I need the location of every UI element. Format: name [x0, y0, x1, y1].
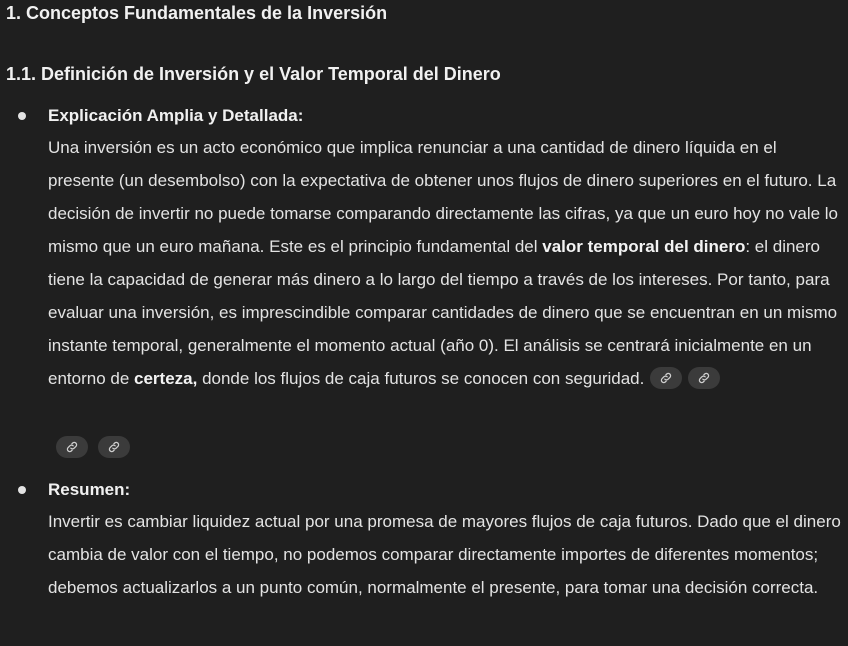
source-link-chip[interactable]	[650, 367, 682, 389]
link-icon	[697, 371, 711, 385]
text-segment: Una inversión es un acto económico que implica renunciar a una cantidad de dinero líquida en el presente (un desembolso) con la expectativa de obtener unos flujos de dinero superiores en el futuro. La decisión de invertir no puede tomarse comparando directamente las cifras, ya que un euro hoy no vale lo mismo que un euro mañana. Este es el principio fundamental del	[48, 138, 839, 256]
link-icon	[65, 440, 79, 454]
link-icon	[659, 371, 673, 385]
explanation-paragraph	[48, 131, 842, 395]
summary-paragraph: Invertir es cambiar liquidez actual por una promesa de mayores flujos de caja futuros. Dado que el dinero cambia de valor con el tiempo, no podemos comparar directamente importes de diferentes momentos; debemos actualizarlos a un punto común, normalmente el presente, para tomar una decisión correcta.	[48, 512, 841, 597]
text-segment: : el dinero tiene la capacidad de generar más dinero a lo largo del tiempo a través de los intereses. Por tanto, para evaluar una inversión, es imprescindible comparar cantidades de dinero que se encuentran en un mismo instante temporal, generalmente el momento actual (año 0). El análisis se centrará inicialmente en un entorno de	[48, 237, 838, 388]
summary-title: Resumen:	[48, 480, 131, 499]
bold-term: valor temporal del dinero	[542, 237, 746, 256]
source-link-chip[interactable]	[98, 436, 130, 458]
source-link-chip[interactable]	[56, 436, 88, 458]
subsection-heading: 1.1. Definición de Inversión y el Valor Temporal del Dinero	[6, 64, 501, 84]
explanation-title: Explicación Amplia y Detallada:	[48, 106, 304, 125]
source-chips-row	[56, 436, 130, 458]
bold-term: certeza,	[134, 369, 198, 388]
bullet-marker	[18, 486, 26, 494]
section-heading: 1. Conceptos Fundamentales de la Inversión	[6, 3, 388, 23]
source-link-chip[interactable]	[688, 367, 720, 389]
link-icon	[107, 440, 121, 454]
bullet-marker	[18, 112, 26, 120]
text-segment: donde los flujos de caja futuros se conocen con seguridad.	[197, 369, 645, 388]
